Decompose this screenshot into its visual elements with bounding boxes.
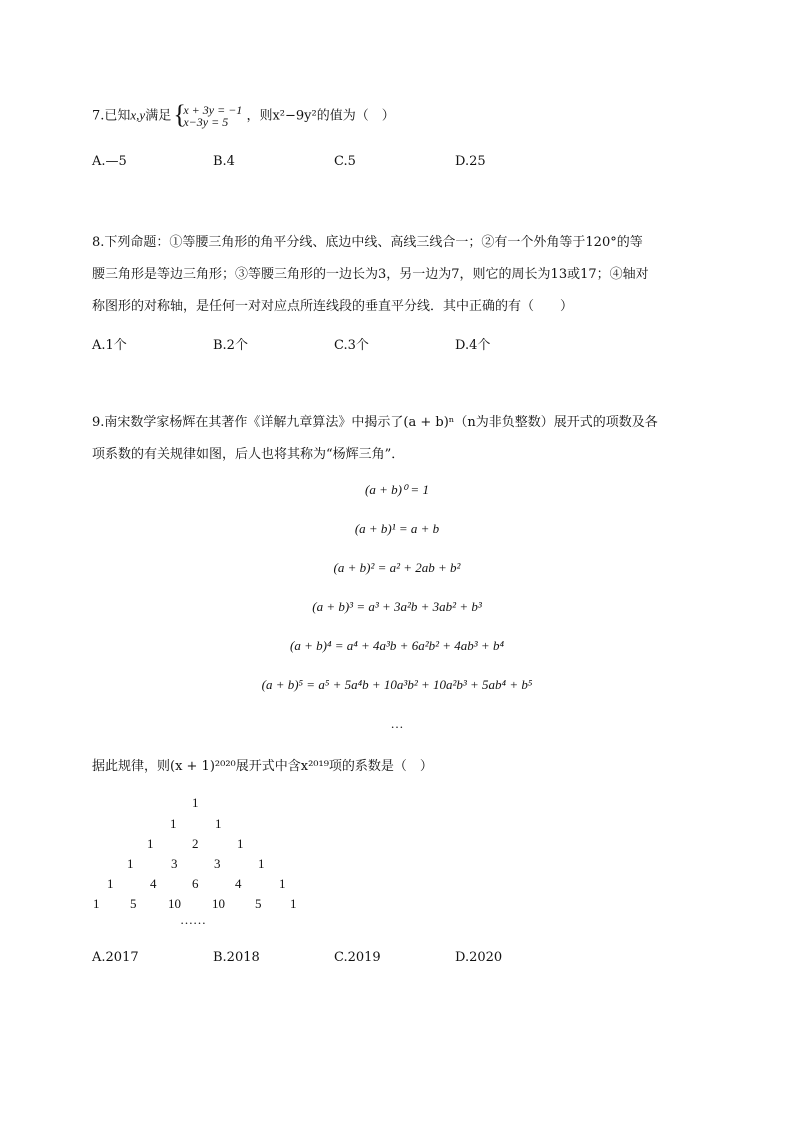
q7-option-c[interactable]: C.5 (334, 154, 356, 169)
question-7 (92, 104, 395, 128)
triangle-cell: 1 (258, 856, 265, 871)
q9-option-b[interactable]: B.2018 (213, 950, 260, 965)
triangle-cell: 4 (150, 876, 157, 891)
q8-option-a[interactable]: A.1个 (92, 338, 127, 353)
question-9-prompt: 据此规律，则(x + 1)²⁰²⁰展开式中含x²⁰¹⁹项的系数是（ ） (92, 759, 433, 774)
binomial-equation-4: (a + b)⁴ = a⁴ + 4a³b + 6a²b² + 4ab³ + b⁴ (290, 638, 504, 653)
question-8-line-2: 腰三角形是等边三角形；③等腰三角形的一边长为3，另一边为7，则它的周长为13或17；④轴对 (92, 267, 649, 282)
question-7-vars: x,y (130, 107, 146, 123)
binomial-equation-3: (a + b)³ = a³ + 3a²b + 3ab² + b³ (312, 599, 482, 614)
question-8-line-1: 8.下列命题：①等腰三角形的角平分线、底边中线、高线三线合一；②有一个外角等于120°的等 (92, 235, 643, 250)
triangle-cell: 5 (255, 896, 262, 911)
question-9-line-2: 项系数的有关规律如图，后人也将其称为“杨辉三角”． (92, 447, 405, 462)
q9-option-d[interactable]: D.2020 (455, 950, 503, 965)
question-7-after: ，则x²−9y²的值为（ ） (246, 108, 395, 124)
question-9-line-1: 9.南宋数学家杨辉在其著作《详解九章算法》中揭示了(a + b)ⁿ（n为非负整数）展开式的项数及各 (92, 415, 658, 430)
q7-option-b[interactable]: B.4 (213, 154, 235, 169)
triangle-cell: 2 (192, 836, 199, 851)
triangle-cell: 5 (130, 896, 137, 911)
triangle-cell: 1 (107, 876, 114, 891)
equations-ellipsis: … (390, 716, 404, 731)
equation-system (175, 104, 242, 128)
triangle-cell: 3 (171, 856, 178, 871)
triangle-cell: 1 (279, 876, 286, 891)
q9-option-a[interactable]: A.2017 (92, 950, 139, 965)
triangle-cell: 1 (127, 856, 134, 871)
q7-option-d[interactable]: D.25 (455, 154, 486, 169)
triangle-cell: 1 (147, 836, 154, 851)
binomial-equation-0: (a + b)⁰ = 1 (365, 482, 429, 497)
system-eq-2: x−3y = 5 (183, 115, 229, 129)
question-8-line-3: 称图形的对称轴，是任何一对对应点所连线段的垂直平分线．其中正确的有（ ） (92, 299, 574, 314)
triangle-cell: 1 (290, 896, 297, 911)
triangle-cell: 1 (215, 816, 222, 831)
triangle-cell: 10 (212, 896, 225, 911)
triangle-cell: 3 (214, 856, 221, 871)
triangle-cell: 10 (168, 896, 181, 911)
q9-option-c[interactable]: C.2019 (334, 950, 381, 965)
q7-option-a[interactable]: A.—5 (92, 154, 127, 169)
triangle-dots: …… (180, 912, 206, 927)
triangle-cell: 1 (192, 795, 199, 810)
triangle-cell: 1 (170, 816, 177, 831)
question-7-mid: 满足 (145, 108, 172, 124)
q8-option-d[interactable]: D.4个 (455, 338, 491, 353)
q8-option-c[interactable]: C.3个 (334, 338, 369, 353)
triangle-cell: 4 (235, 876, 242, 891)
binomial-equation-5: (a + b)⁵ = a⁵ + 5a⁴b + 10a³b² + 10a²b³ + 5ab⁴ + b⁵ (261, 677, 533, 692)
binomial-equation-1: (a + b)¹ = a + b (354, 521, 440, 536)
system-eq-1: { x + 3y = −1 (183, 103, 243, 117)
q8-option-b[interactable]: B.2个 (213, 338, 248, 353)
binomial-equation-2: (a + b)² = a² + 2ab + b² (333, 560, 461, 575)
triangle-cell: 1 (93, 896, 100, 911)
triangle-cell: 6 (192, 876, 199, 891)
question-7-prefix: 7.已知 (92, 108, 131, 124)
triangle-cell: 1 (237, 836, 244, 851)
